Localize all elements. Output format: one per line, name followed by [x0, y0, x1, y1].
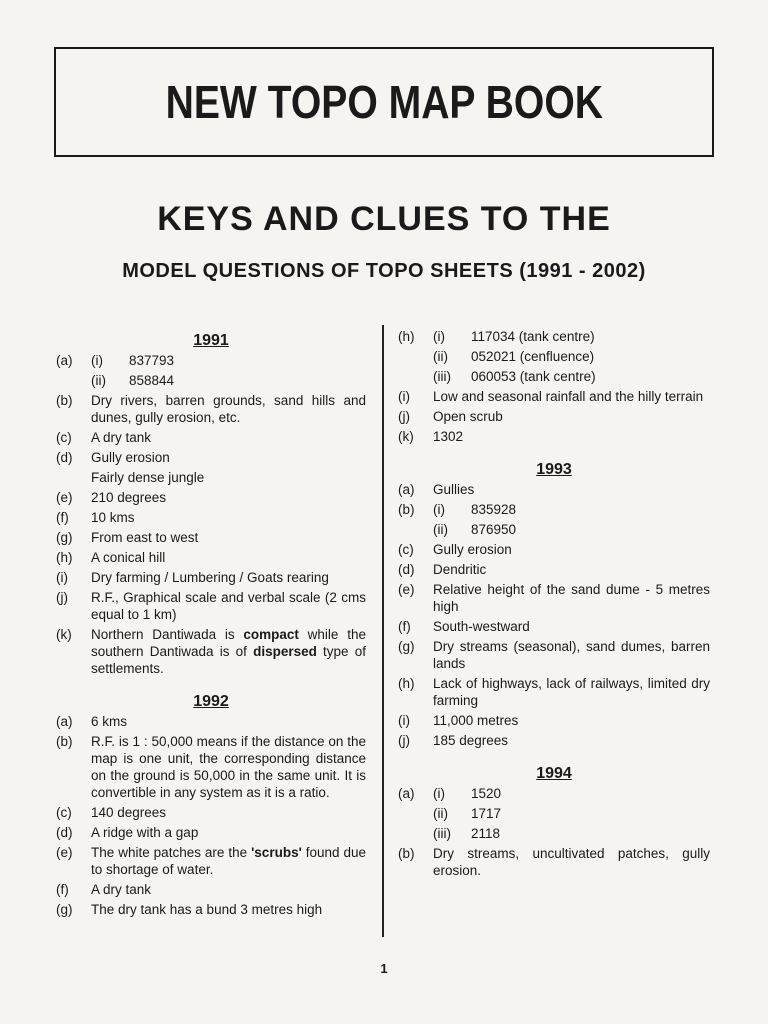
- answer-row: (h) A conical hill: [56, 550, 166, 565]
- subtitle-model-questions: MODEL QUESTIONS OF TOPO SHEETS (1991 - 2002): [122, 260, 646, 282]
- answer-row: (g) Dry streams (seasonal), sand dumes, barren lands: [398, 639, 710, 671]
- answer-row: (b) (i) 835928: [398, 502, 517, 517]
- answer-row: (e) Relative height of the sand dume - 5 metres high: [398, 582, 710, 614]
- answer-row: (c) A dry tank: [56, 430, 152, 445]
- answer-row: (ii) 1717: [433, 806, 502, 821]
- answer-row: (ii) 876950: [433, 522, 517, 537]
- answer-row: (d) Dendritic: [398, 562, 487, 577]
- answer-row: (b) Dry rivers, barren grounds, sand hills and dunes, gully erosion, etc.: [56, 393, 366, 425]
- answer-row: (iii) 060053 (tank centre): [433, 369, 596, 384]
- answer-row: (k) 1302: [398, 429, 464, 444]
- answer-row: (e) 210 degrees: [56, 490, 167, 505]
- answer-row: (a) 6 kms: [56, 714, 128, 729]
- page-title: NEW TOPO MAP BOOK: [165, 76, 603, 128]
- answer-row: (d) A ridge with a gap: [56, 825, 199, 840]
- answer-row: (g) The dry tank has a bund 3 metres high: [56, 902, 323, 917]
- answer-row: (iii) 2118: [433, 826, 501, 841]
- answer-row: (c) 140 degrees: [56, 805, 167, 820]
- answer-row: (e) The white patches are the 'scrubs' found due to shortage of water.: [56, 845, 367, 877]
- page-number: 1: [380, 961, 388, 976]
- answer-row: (j) Open scrub: [398, 409, 503, 424]
- answer-row: (f) A dry tank: [56, 882, 152, 897]
- answer-row: (a) Gullies: [398, 482, 475, 497]
- column-divider: [382, 325, 384, 937]
- answer-row: (ii) 052021 (cenfluence): [433, 349, 595, 364]
- answer-row: (h) (i) 117034 (tank centre): [398, 329, 595, 344]
- answer-row: (k) Northern Dantiwada is compact while the southern Dantiwada is of dispersed type of settlements.: [56, 627, 367, 676]
- answer-row: (h) Lack of highways, lack of railways, limited dry farming: [398, 676, 710, 708]
- answer-row: (a) (i) 1520: [398, 786, 502, 801]
- answer-row: (i) 11,000 metres: [398, 713, 519, 728]
- answer-row: (j) R.F., Graphical scale and verbal scale (2 cms equal to 1 km): [56, 590, 366, 622]
- answer-row: (j) 185 degrees: [398, 733, 509, 748]
- left-column: [56, 328, 366, 921]
- year-heading-1992: 1992: [193, 693, 229, 710]
- year-heading-1991: 1991: [193, 332, 229, 349]
- answer-row: (c) Gully erosion: [398, 542, 512, 557]
- title-box: [54, 47, 714, 157]
- answer-row: (b) Dry streams, uncultivated patches, gully erosion.: [398, 846, 710, 878]
- answer-row: (a) (i) 837793: [56, 353, 175, 368]
- answer-row: (g) From east to west: [56, 530, 199, 545]
- right-column: [398, 328, 710, 882]
- answer-row: (b) R.F. is 1 : 50,000 means if the distance on the map is one unit, the corresponding distance on the ground is 50,000 in the same unit. It is convertible in any system as it is a ratio.: [56, 734, 366, 800]
- answer-row: (i) Dry farming / Lumbering / Goats rearing: [56, 570, 329, 585]
- answer-row: (d) Gully erosion: [56, 450, 170, 465]
- year-heading-1993: 1993: [536, 461, 572, 478]
- year-heading-1994: 1994: [536, 765, 572, 782]
- answer-row: (ii) 858844: [91, 373, 175, 388]
- answer-row: Fairly dense jungle: [91, 470, 205, 485]
- subtitle-keys: KEYS AND CLUES TO THE: [157, 200, 611, 238]
- answer-row: (f) South-westward: [398, 619, 530, 634]
- answer-row: (i) Low and seasonal rainfall and the hilly terrain: [398, 389, 704, 404]
- answer-row: (f) 10 kms: [56, 510, 135, 525]
